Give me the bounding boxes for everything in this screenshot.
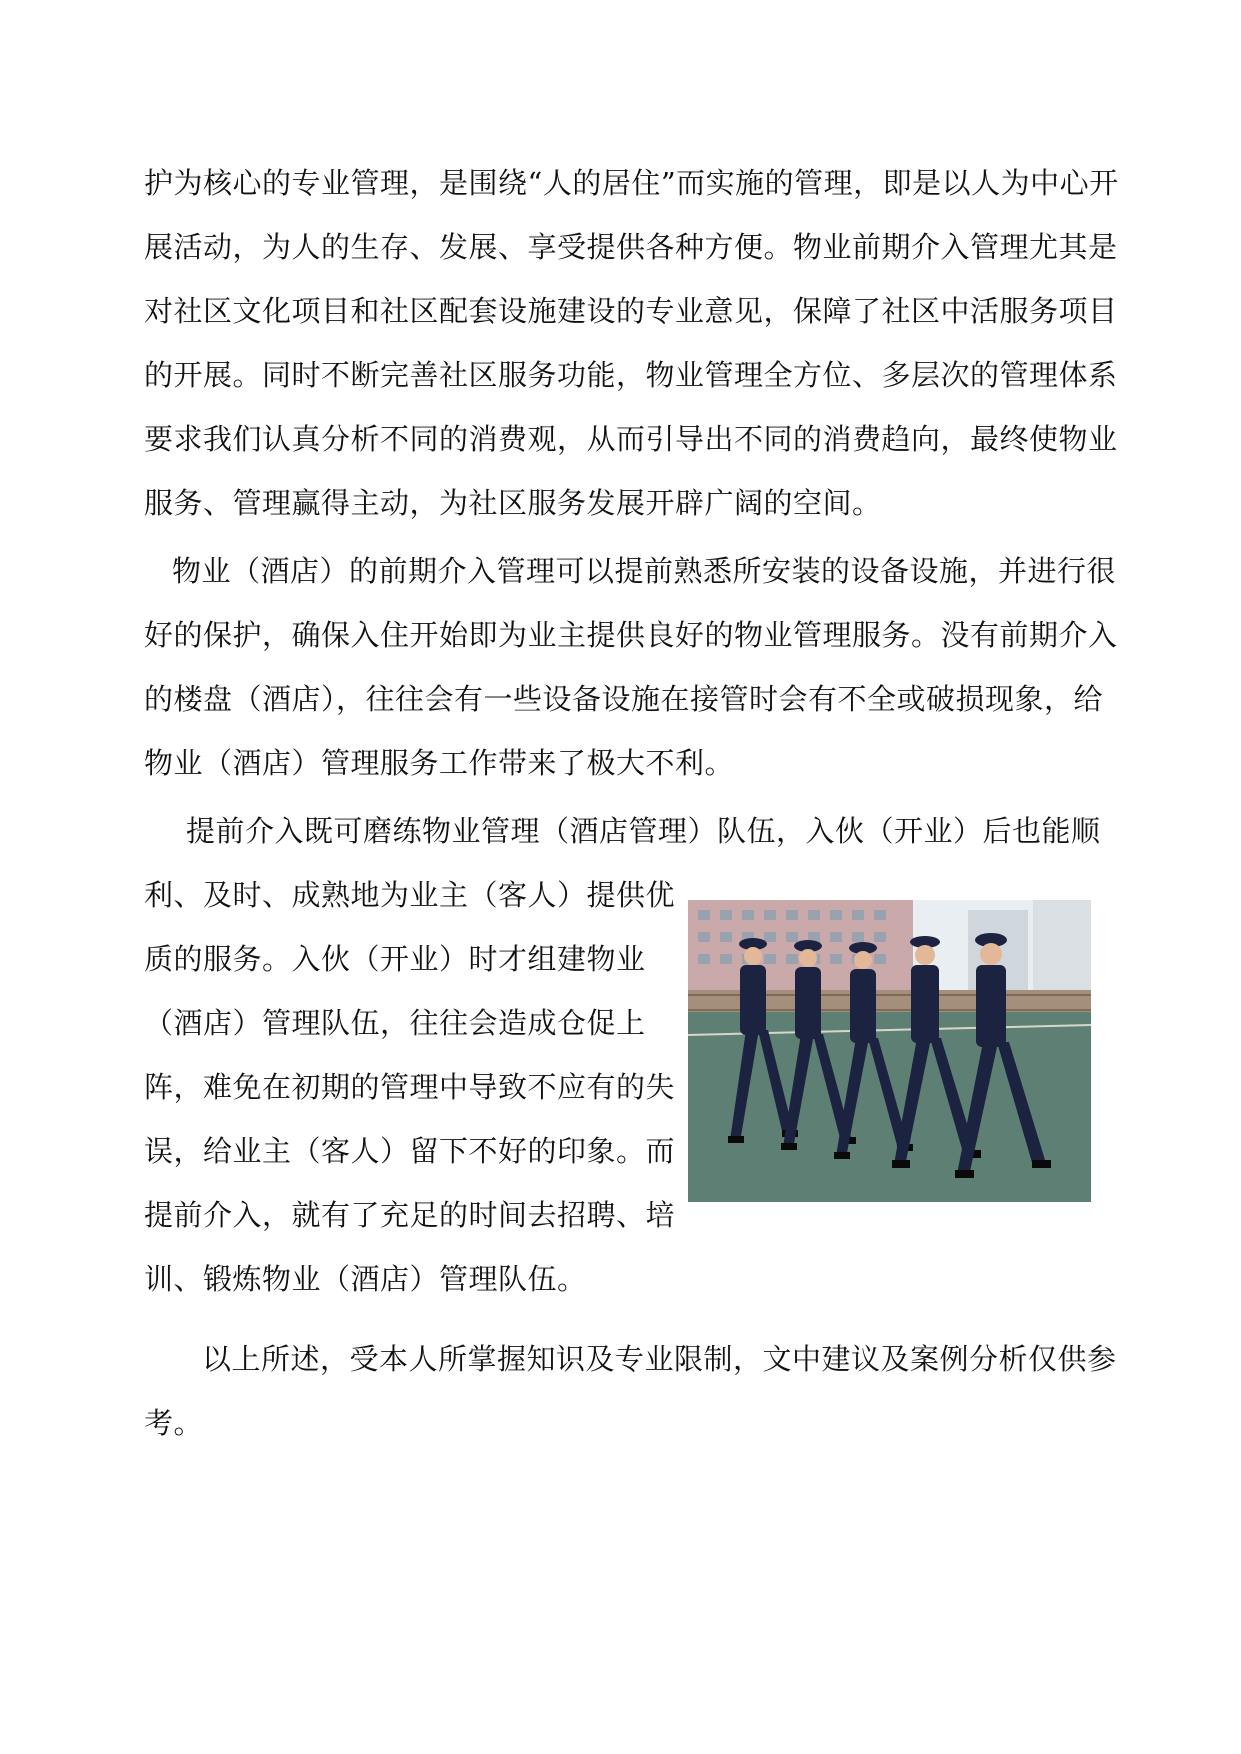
paragraph-2-line: 物业（酒店）的前期介入管理可以提前熟悉所安装的设备设施，并进行很 (172, 554, 1117, 588)
paragraph-3-line: 误，给业主（客人）留下不好的印象。而 (144, 1134, 676, 1168)
paragraph-1-line: 要求我们认真分析不同的消费观，从而引导出不同的消费趋向，最终使物业 (144, 422, 1118, 456)
uniformed-guards-marching-photo (688, 900, 1091, 1202)
paragraph-4-line: 以上所述，受本人所掌握知识及专业限制，文中建议及案例分析仅供参 (202, 1342, 1117, 1376)
paragraph-3-line: 阵，难免在初期的管理中导致不应有的失 (144, 1070, 676, 1104)
paragraph-3-line: 质的服务。入伙（开业）时才组建物业 (144, 942, 646, 976)
paragraph-2-line: 物业（酒店）管理服务工作带来了极大不利。 (144, 746, 735, 780)
paragraph-4-line: 考。 (144, 1406, 204, 1440)
paragraph-3-line: 提前介入既可磨练物业管理（酒店管理）队伍，入伙（开业）后也能顺 (186, 814, 1101, 848)
paragraph-3-line: （酒店）管理队伍，往往会造成仓促上 (144, 1006, 646, 1040)
paragraph-2-line: 的楼盘（酒店），往往会有一些设备设施在接管时会有不全或破损现象，给 (144, 682, 1104, 716)
paragraph-2-line: 好的保护，确保入住开始即为业主提供良好的物业管理服务。没有前期介入 (144, 618, 1118, 652)
paragraph-3-line: 利、及时、成熟地为业主（客人）提供优 (144, 878, 676, 912)
paragraph-1-line: 展活动，为人的生存、发展、享受提供各种方便。物业前期介入管理尤其是 (144, 230, 1118, 264)
paragraph-3-line: 提前介入，就有了充足的时间去招聘、培 (144, 1198, 676, 1232)
paragraph-1-line: 护为核心的专业管理，是围绕“人的居住”而实施的管理，即是以人为中心开 (144, 166, 1119, 200)
paragraph-1-line: 对社区文化项目和社区配套设施建设的专业意见，保障了社区中活服务项目 (144, 294, 1118, 328)
paragraph-1-line: 的开展。同时不断完善社区服务功能，物业管理全方位、多层次的管理体系 (144, 358, 1118, 392)
paragraph-1-line: 服务、管理赢得主动，为社区服务发展开辟广阔的空间。 (144, 486, 882, 520)
paragraph-3-line: 训、锻炼物业（酒店）管理队伍。 (144, 1262, 587, 1296)
